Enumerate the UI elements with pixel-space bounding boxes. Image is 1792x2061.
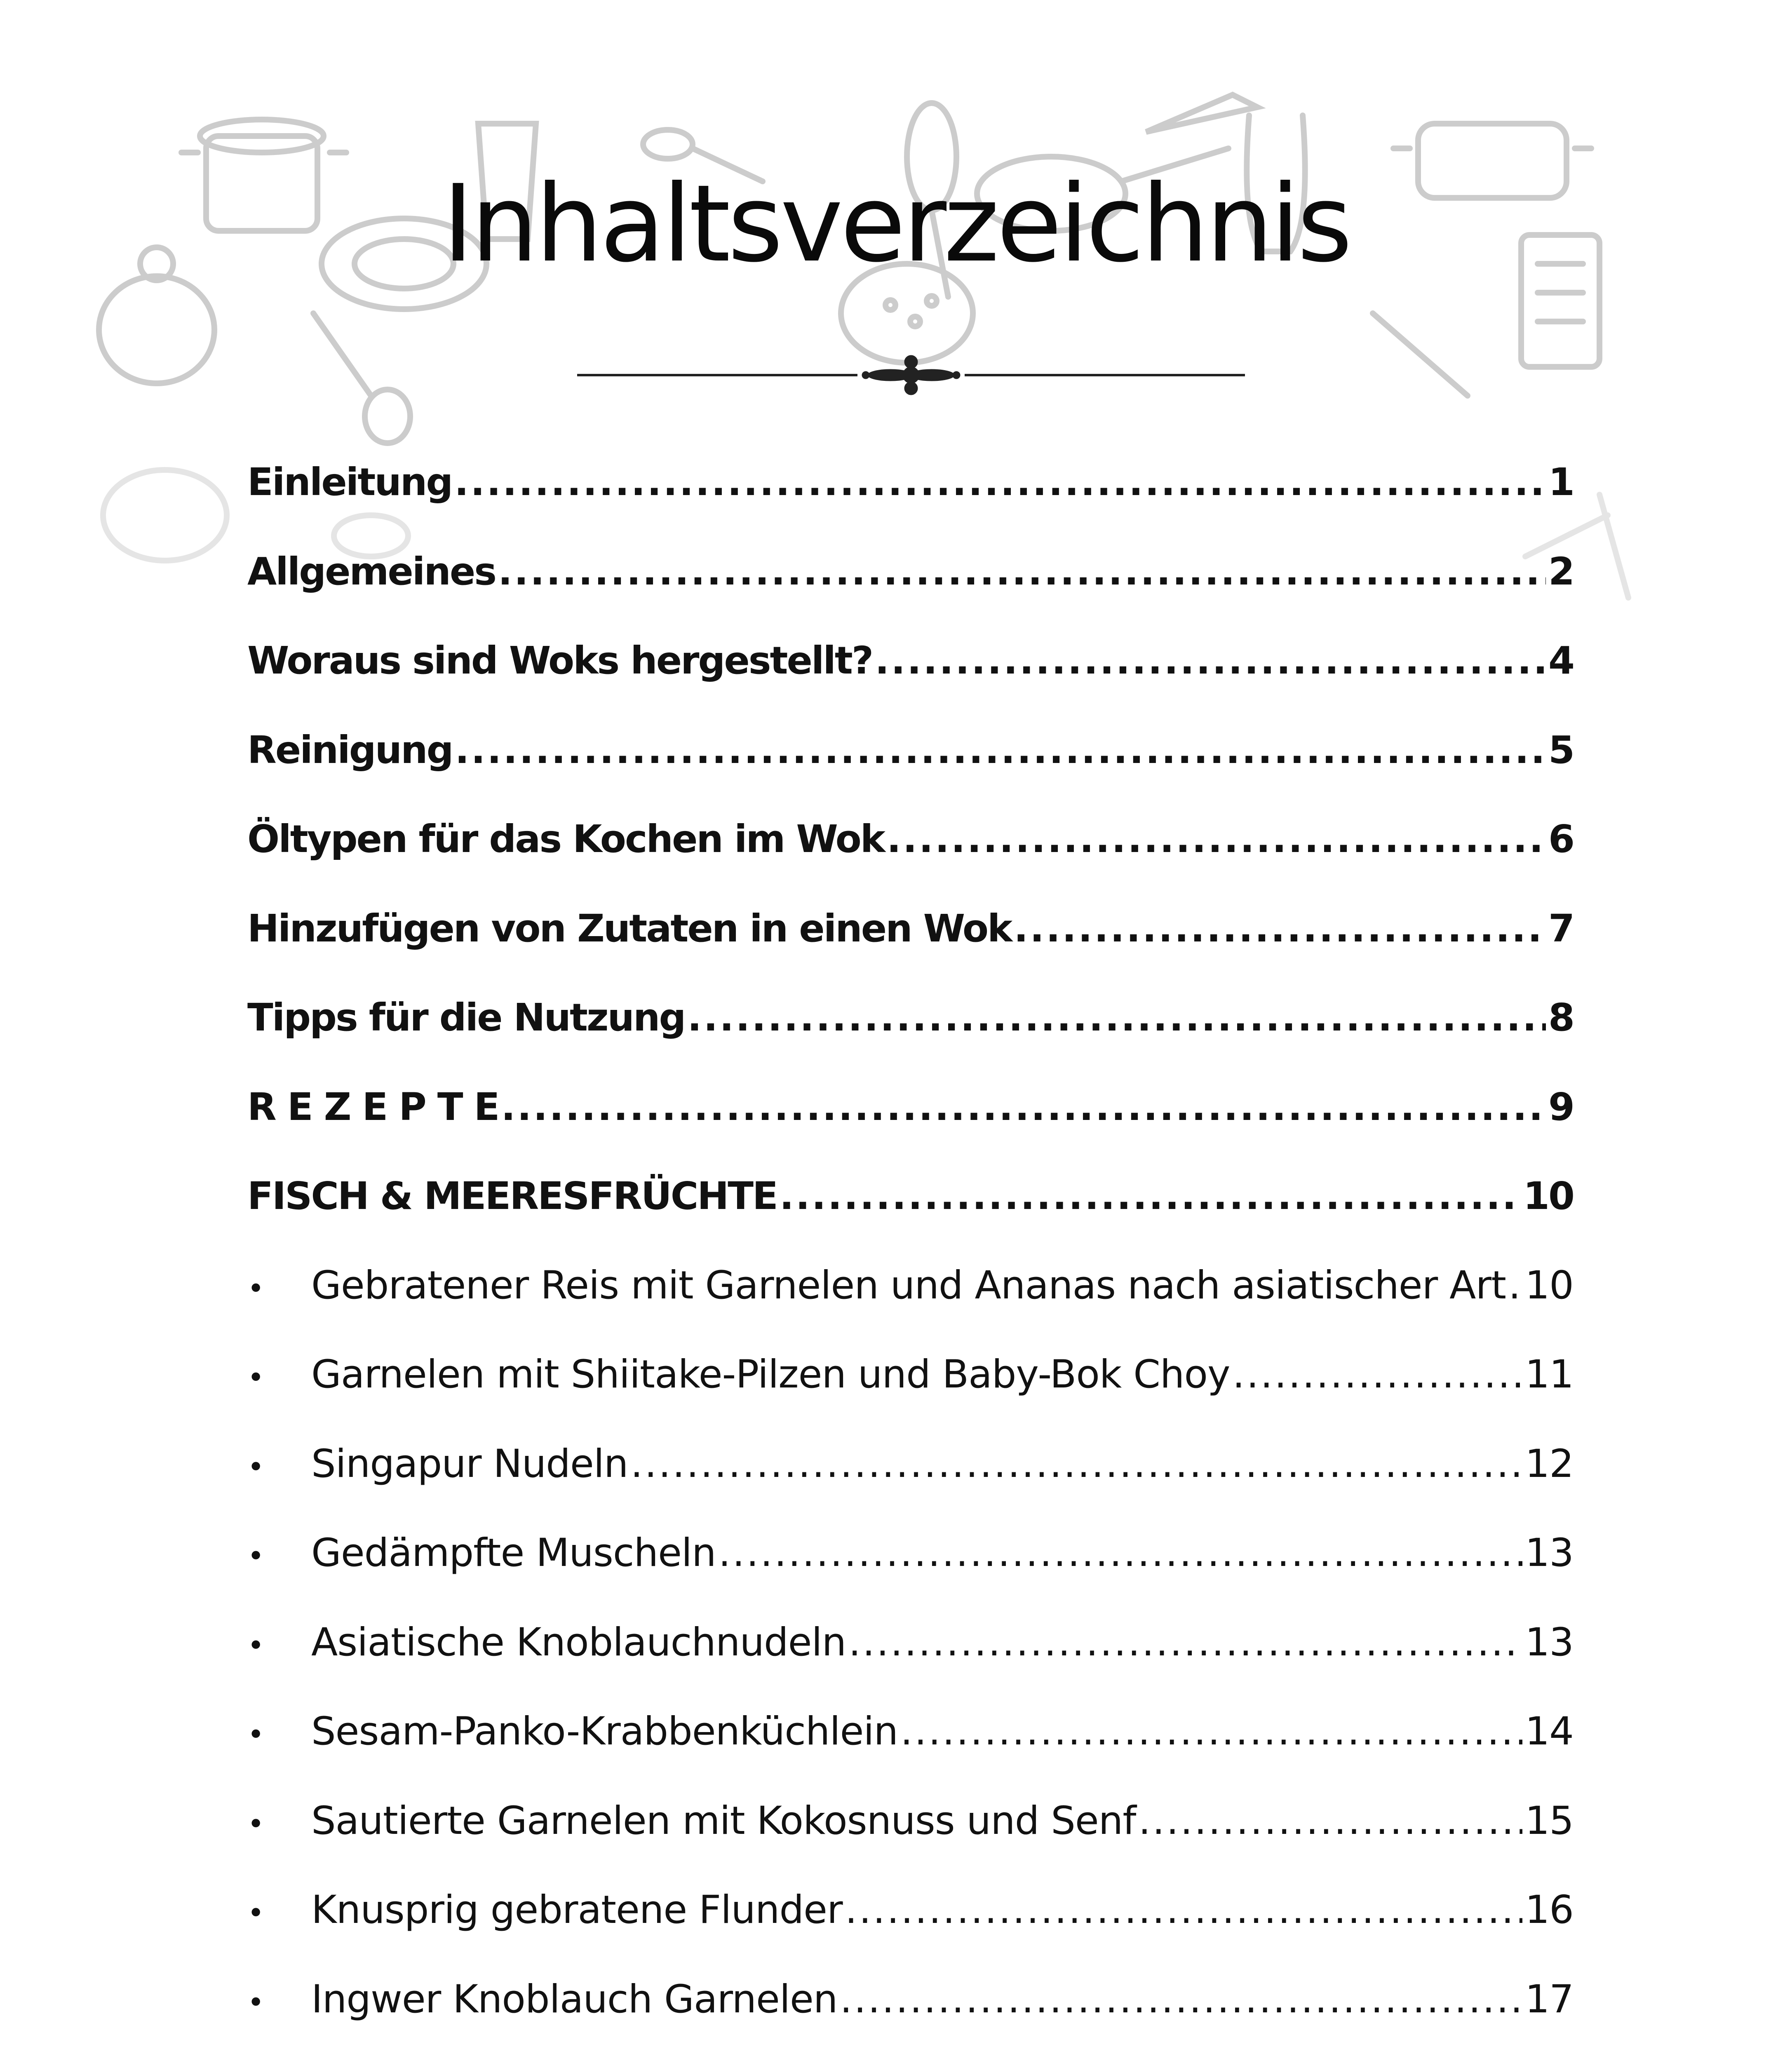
- toc-entry[interactable]: [247, 1074, 1574, 1140]
- toc-entry-label: Hinzufügen von Zutaten in einen Wok: [247, 906, 1012, 951]
- toc-entry-page-number: 11: [1525, 1352, 1574, 1397]
- toc-entry-page-number: 17: [1525, 1977, 1574, 2022]
- toc-entry-page-number: 13: [1525, 1620, 1574, 1665]
- toc-entry[interactable]: [247, 1163, 1574, 1229]
- toc-entry-page-number: 1: [1548, 460, 1574, 504]
- toc-entry[interactable]: [247, 1431, 1574, 1497]
- toc-entry[interactable]: [247, 449, 1574, 515]
- toc-entry-label: Garnelen mit Shiitake-Pilzen und Baby-Bok Choy: [311, 1352, 1230, 1397]
- toc-entry[interactable]: [247, 1520, 1574, 1586]
- toc-entry-label: Knusprig gebratene Flunder: [311, 1887, 843, 1932]
- bullet-icon: •: [247, 1629, 264, 1662]
- toc-entry-page-number: [1525, 2056, 1574, 2061]
- dot-leader: [1508, 1253, 1522, 1319]
- toc-entry-label: Woraus sind Woks hergestellt?: [247, 638, 873, 683]
- dot-leader: [780, 1163, 1521, 1229]
- toc-entry-label: Allgemeines: [247, 549, 496, 594]
- toc-entry-label: Singapur Nudeln: [311, 1441, 628, 1486]
- bullet-icon: •: [247, 1986, 264, 2019]
- dot-leader: [1138, 1788, 1522, 1854]
- toc-entry-page-number: 7: [1548, 906, 1574, 951]
- toc-entry-page-number: 10: [1525, 1263, 1574, 1308]
- bullet-icon: •: [247, 1361, 264, 1394]
- dot-leader: [501, 1074, 1546, 1140]
- toc-entry-page-number: 10: [1523, 1174, 1574, 1218]
- bullet-icon: •: [247, 1807, 264, 1841]
- toc-entry-label: Sesam-Panko-Krabbenküchlein: [311, 1709, 898, 1754]
- toc-entry[interactable]: [247, 896, 1574, 962]
- dot-leader: [455, 717, 1546, 783]
- toc-entry-label: Öltypen für das Kochen im Wok: [247, 817, 884, 861]
- toc-entry[interactable]: [247, 1967, 1574, 2033]
- toc-entry[interactable]: [247, 1610, 1574, 1676]
- dot-leader: [875, 628, 1546, 694]
- dot-leader: [1014, 896, 1546, 962]
- toc-entry-page-number: 9: [1548, 1085, 1574, 1129]
- toc-entry-label: Gebratener Reis mit Garnelen und Ananas nach asiatischer Art: [311, 1263, 1506, 1308]
- toc-entry-page-number: 12: [1525, 1441, 1574, 1486]
- dot-leader: [498, 539, 1546, 605]
- toc-entry-label: Ingwer Knoblauch Garnelen: [311, 1977, 838, 2022]
- toc-entry[interactable]: [247, 2056, 1574, 2061]
- dot-leader: [1233, 1342, 1523, 1408]
- toc-entry[interactable]: [247, 539, 1574, 605]
- bullet-icon: [247, 2059, 311, 2061]
- toc-entry[interactable]: [247, 1253, 1574, 1319]
- toc-entry-label: FISCH & MEERESFRÜCHTE: [247, 1174, 777, 1218]
- toc-entry-label: Sautierte Garnelen mit Kokosnuss und Senf: [311, 1798, 1136, 1843]
- dot-leader: [887, 806, 1546, 872]
- bullet-icon: •: [247, 1896, 264, 1930]
- toc-entry-page-number: 13: [1525, 1530, 1574, 1575]
- toc-entry-page-number: 16: [1525, 1887, 1574, 1932]
- toc-entry[interactable]: [247, 1788, 1574, 1854]
- toc-entry-page-number: 15: [1525, 1798, 1574, 1843]
- toc-entry-label: Reinigung: [247, 728, 453, 772]
- dot-leader: [687, 985, 1546, 1051]
- toc-entry-label: [311, 2056, 848, 2061]
- toc-entry[interactable]: [247, 628, 1574, 694]
- toc-entry-label: Einleitung: [247, 460, 452, 504]
- dot-leader: [840, 1967, 1522, 2033]
- toc-entry[interactable]: [247, 985, 1574, 1051]
- bullet-icon: •: [247, 1450, 264, 1484]
- bullet-icon: •: [247, 1539, 264, 1573]
- dot-leader: [848, 1610, 1522, 1676]
- toc-entry-page-number: 5: [1548, 728, 1574, 772]
- bullet-icon: •: [247, 1718, 264, 1751]
- toc-entry[interactable]: [247, 806, 1574, 872]
- dot-leader: [851, 2056, 1522, 2061]
- toc-entry-label: R E Z E P T E: [247, 1085, 499, 1129]
- toc-entry-label: Asiatische Knoblauchnudeln: [311, 1620, 846, 1665]
- dot-leader: [454, 449, 1546, 515]
- toc-entry[interactable]: [247, 717, 1574, 783]
- dot-leader: [719, 1520, 1523, 1586]
- toc-entry[interactable]: [247, 1342, 1574, 1408]
- toc-entry[interactable]: [247, 1877, 1574, 1943]
- toc-entry-page-number: 14: [1525, 1709, 1574, 1754]
- dot-leader: [845, 1877, 1523, 1943]
- toc-entry-page-number: 8: [1548, 995, 1574, 1040]
- dot-leader: [900, 1699, 1522, 1765]
- toc-entry[interactable]: [247, 1699, 1574, 1765]
- toc-entry-label: Tipps für die Nutzung: [247, 995, 685, 1040]
- dot-leader: [631, 1431, 1523, 1497]
- toc-entry-page-number: 6: [1548, 817, 1574, 861]
- toc-entry-label: Gedämpfte Muscheln: [311, 1530, 716, 1575]
- toc-entry-page-number: 2: [1548, 549, 1574, 594]
- bullet-icon: •: [247, 1272, 264, 1305]
- page-title: Inhaltsverzeichnis: [442, 162, 1350, 286]
- toc-entry-page-number: 4: [1548, 638, 1574, 683]
